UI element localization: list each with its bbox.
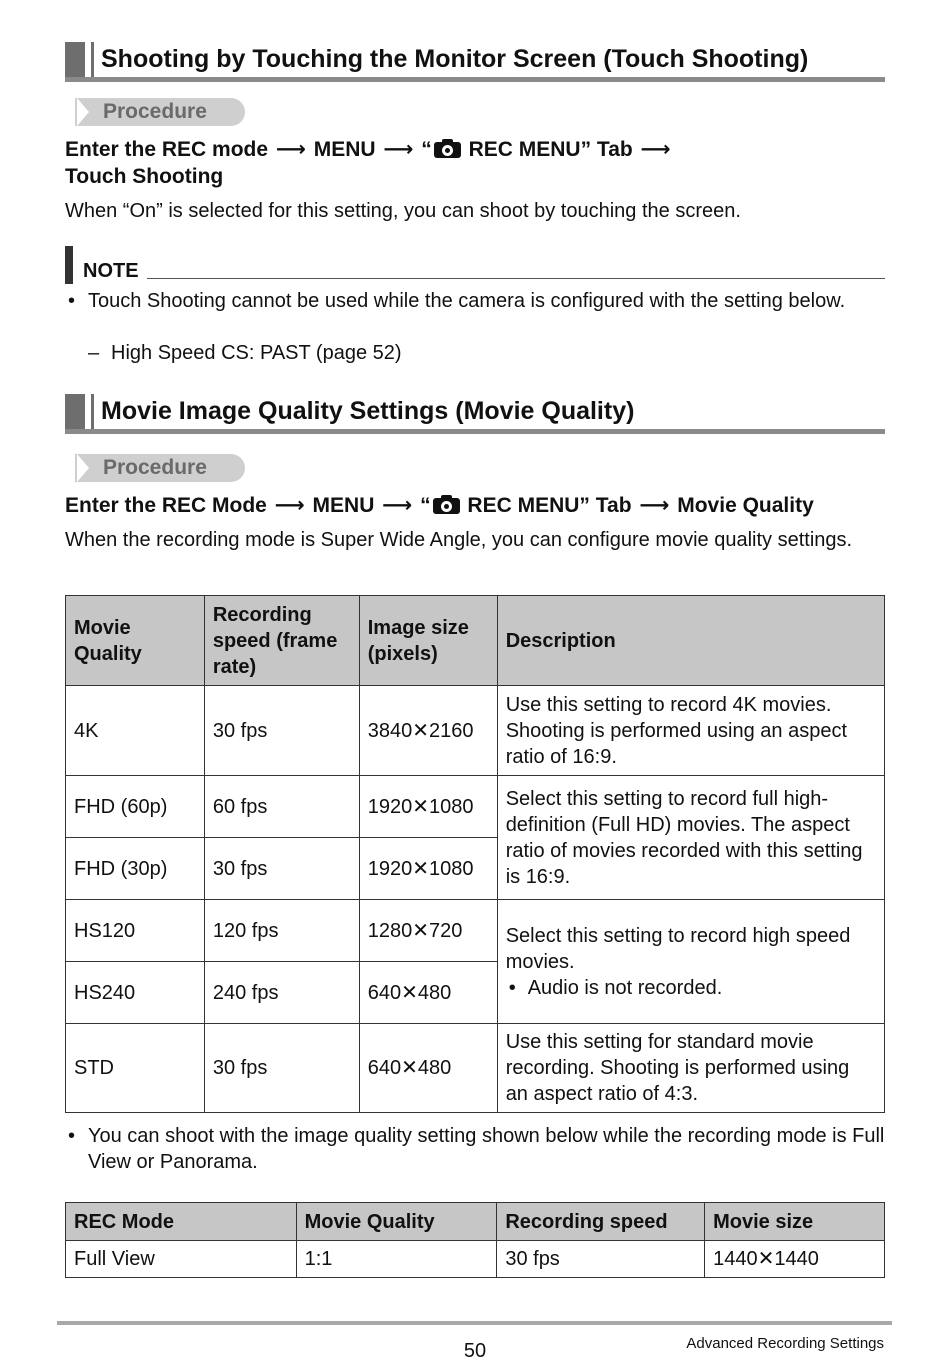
chevron-icon	[77, 454, 89, 482]
heading-bar-decoration	[65, 42, 85, 80]
procedure-label: Procedure	[103, 100, 207, 123]
footer-section-label: Advanced Recording Settings	[686, 1335, 884, 1352]
table-cell: HS240	[66, 962, 205, 1024]
table-cell: 60 fps	[204, 776, 359, 838]
bullet-icon: •	[508, 976, 516, 999]
heading-bar-decoration	[91, 42, 94, 80]
table-cell: 30 fps	[497, 1241, 705, 1278]
arrow-right-icon: ⟶	[639, 494, 670, 517]
table-cell: 120 fps	[204, 900, 359, 962]
table-cell: 1920✕1080	[359, 776, 497, 838]
column-header: Movie Quality	[66, 596, 205, 686]
cell-bullet	[506, 975, 876, 1001]
procedure-badge	[67, 98, 245, 126]
table-cell: HS120	[66, 900, 205, 962]
arrow-right-icon: ⟶	[274, 494, 305, 517]
page-number: 50	[463, 1340, 487, 1362]
note-text: Touch Shooting cannot be used while the camera is configured with the setting below.	[88, 290, 846, 312]
info-bullet	[65, 1123, 885, 1175]
camera-icon	[433, 495, 460, 514]
cell-description: Select this setting to record high speed movies.	[505, 924, 851, 973]
path-step: Enter the REC Mode	[65, 494, 267, 517]
table-cell: 3840✕2160	[359, 686, 497, 776]
table-cell: FHD (60p)	[66, 776, 205, 838]
column-header: Description	[497, 596, 884, 686]
procedure-label: Procedure	[103, 456, 207, 479]
table-cell: FHD (30p)	[66, 838, 205, 900]
table-cell: Full View	[66, 1241, 297, 1278]
table-row	[66, 686, 885, 776]
info-text: You can shoot with the image quality setting shown below while the recording mode is Full View or Panorama.	[88, 1125, 885, 1173]
table-cell: 30 fps	[204, 838, 359, 900]
table-cell	[497, 900, 884, 1024]
table-row	[66, 900, 885, 962]
path-step: Enter the REC mode	[65, 138, 269, 161]
heading-bar-decoration	[65, 394, 85, 432]
path-step: MENU	[313, 138, 376, 161]
note-bullet	[65, 288, 885, 340]
heading-bar-decoration	[91, 394, 94, 432]
table-header-row	[66, 596, 885, 686]
column-header: Movie size	[705, 1203, 885, 1241]
column-header: Recording speed	[497, 1203, 705, 1241]
rec-mode-table	[65, 1202, 885, 1278]
section-description: When the recording mode is Super Wide Angle, you can configure movie quality settings.	[65, 529, 853, 551]
path-step: REC MENU” Tab	[467, 494, 632, 517]
column-header: Recording speed (frame rate)	[204, 596, 359, 686]
path-step: Touch Shooting	[65, 165, 224, 188]
cell-note: Audio is not recorded.	[527, 976, 723, 999]
table-cell: 1:1	[296, 1241, 497, 1278]
table-cell: STD	[66, 1024, 205, 1113]
section-heading-movie-quality	[65, 394, 885, 434]
table-cell: 640✕480	[359, 962, 497, 1024]
arrow-right-icon: ⟶	[640, 138, 671, 161]
table-row	[66, 776, 885, 838]
table-cell: 4K	[66, 686, 205, 776]
note-bar-decoration	[65, 246, 73, 284]
camera-icon	[434, 139, 461, 158]
table-cell: Use this setting to record 4K movies. Shooting is performed using an aspect ratio of 16:9.	[497, 686, 884, 776]
heading-rule	[65, 77, 885, 82]
table-cell: 1920✕1080	[359, 838, 497, 900]
table-cell: Use this setting for standard movie recording. Shooting is performed using an aspect ratio of 4:3.	[497, 1024, 884, 1113]
table-cell: 30 fps	[204, 686, 359, 776]
column-header: Image size (pixels)	[359, 596, 497, 686]
arrow-right-icon: ⟶	[275, 138, 306, 161]
path-step: MENU	[312, 494, 375, 517]
note-rule	[147, 278, 885, 279]
table-row	[66, 1024, 885, 1113]
note-label: NOTE	[83, 260, 139, 282]
path-step: REC MENU” Tab	[468, 138, 633, 161]
dash-icon: –	[88, 342, 100, 364]
chevron-icon	[77, 98, 89, 126]
table-cell: 640✕480	[359, 1024, 497, 1113]
section-description: When “On” is selected for this setting, you can shoot by touching the screen.	[65, 200, 741, 222]
arrow-right-icon: ⟶	[383, 138, 414, 161]
table-row	[66, 1241, 885, 1278]
footer-rule	[57, 1321, 892, 1325]
bullet-icon: •	[68, 290, 76, 312]
quote-mark: “	[421, 138, 432, 161]
section-title: Movie Image Quality Settings (Movie Quality)	[101, 397, 635, 425]
table-cell: Select this setting to record full high-definition (Full HD) movies. The aspect ratio of movies recorded with this setting is 16:9.	[497, 776, 884, 900]
table-cell: 240 fps	[204, 962, 359, 1024]
heading-rule	[65, 429, 885, 434]
procedure-badge	[67, 454, 245, 482]
column-header: Movie Quality	[296, 1203, 497, 1241]
menu-path	[65, 136, 673, 190]
section-heading-touch-shooting	[65, 42, 885, 82]
movie-quality-table	[65, 595, 885, 1113]
menu-path	[65, 492, 814, 519]
note-heading	[65, 246, 885, 284]
table-header-row	[66, 1203, 885, 1241]
column-header: REC Mode	[66, 1203, 297, 1241]
table-cell: 1280✕720	[359, 900, 497, 962]
note-sub-text: High Speed CS: PAST (page 52)	[111, 342, 402, 364]
quote-mark: “	[420, 494, 431, 517]
bullet-icon: •	[68, 1125, 76, 1147]
arrow-right-icon: ⟶	[382, 494, 413, 517]
path-step: Movie Quality	[677, 494, 814, 517]
table-cell: 30 fps	[204, 1024, 359, 1113]
table-cell: 1440✕1440	[705, 1241, 885, 1278]
section-title: Shooting by Touching the Monitor Screen (Touch Shooting)	[101, 45, 809, 73]
